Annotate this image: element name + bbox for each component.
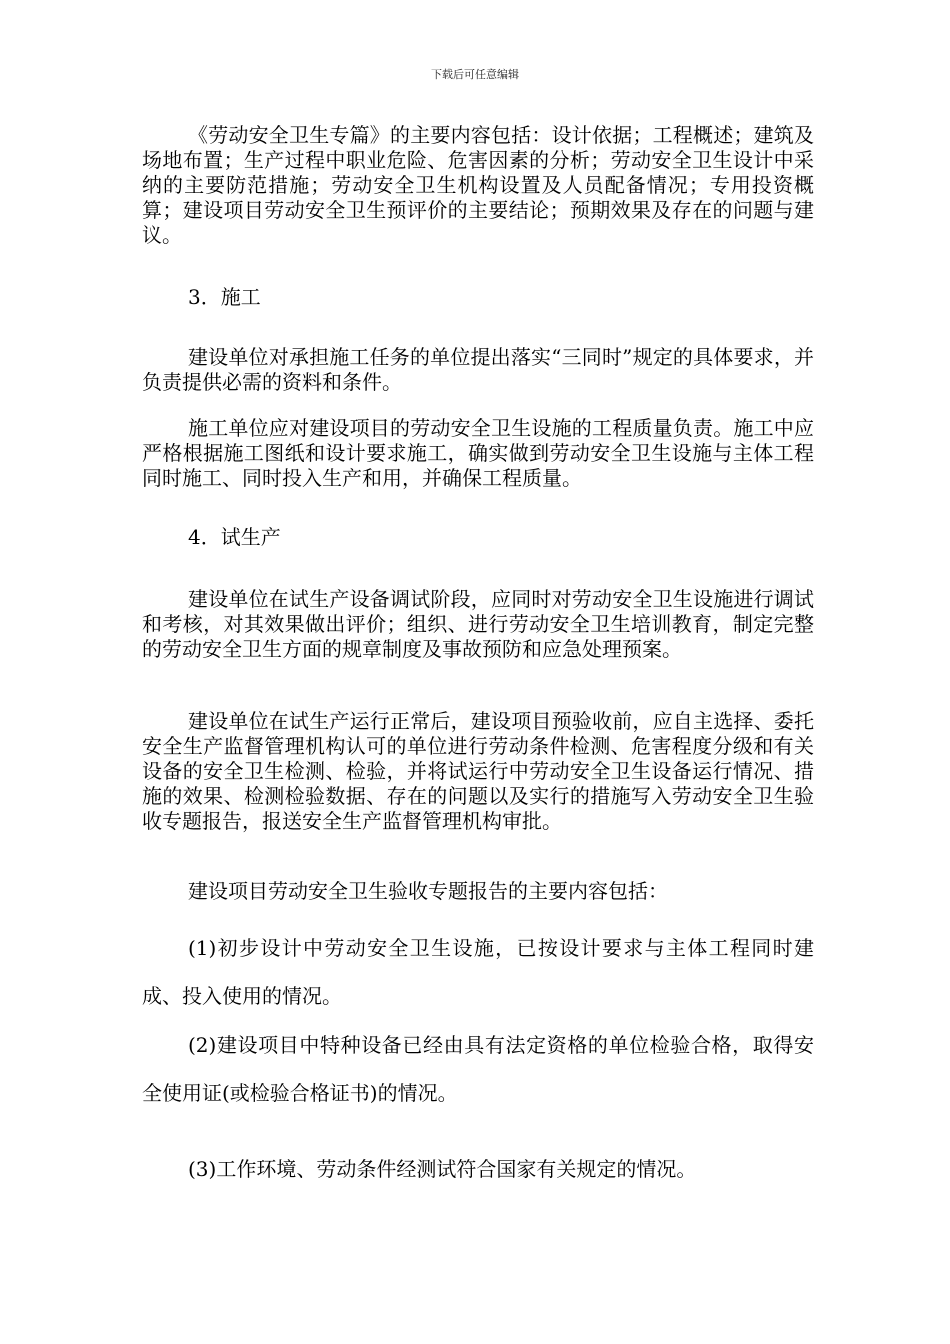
paragraph-report-contents: 建设项目劳动安全卫生验收专题报告的主要内容包括： bbox=[188, 879, 668, 903]
section-heading-trial-production: 4．试生产 bbox=[188, 525, 281, 549]
paragraph-construction-requirements: 建设单位对承担施工任务的单位提出落实“三同时”规定的具体要求，并负责提供必需的资料和条件。 bbox=[142, 345, 814, 394]
list-item-3: (3)工作环境、劳动条件经测试符合国家有关规定的情况。 bbox=[188, 1157, 697, 1181]
list-item-2: (2)建设项目中特种设备已经由具有法定资格的单位检验合格，取得安全使用证(或检验合格证书)的情况。 bbox=[142, 1033, 814, 1105]
list-item-1: (1)初步设计中劳动安全卫生设施，已按设计要求与主体工程同时建成、投入使用的情况。 bbox=[142, 936, 814, 1008]
paragraph-trial-debugging: 建设单位在试生产设备调试阶段，应同时对劳动安全卫生设施进行调试和考核，对其效果做出评价；组织、进行劳动安全卫生培训教育，制定完整的劳动安全卫生方面的规章制度及事故预防和应急处理预案。 bbox=[142, 587, 814, 661]
paragraph-construction-quality: 施工单位应对建设项目的劳动安全卫生设施的工程质量负责。施工中应严格根据施工图纸和设计要求施工，确实做到劳动安全卫生设施与主体工程同时施工、同时投入生产和用，并确保工程质量。 bbox=[142, 416, 814, 490]
page-header: 下载后可任意编辑 bbox=[431, 68, 519, 81]
paragraph-design-contents: 《劳动安全卫生专篇》的主要内容包括：设计依据；工程概述；建筑及场地布置；生产过程中职业危险、危害因素的分析；劳动安全卫生设计中采纳的主要防范措施；劳动安全卫生机构设置及人员配备情况；专用投资概算；建设项目劳动安全卫生预评价的主要结论；预期效果及存在的问题与建议。 bbox=[142, 123, 814, 247]
paragraph-trial-acceptance: 建设单位在试生产运行正常后，建设项目预验收前，应自主选择、委托安全生产监督管理机构认可的单位进行劳动条件检测、危害程度分级和有关设备的安全卫生检测、检验，并将试运行中劳动安全卫生设备运行情况、措施的效果、检测检验数据、存在的问题以及实行的措施写入劳动安全卫生验收专题报告，报送安全生产监督管理机构审批。 bbox=[142, 709, 814, 833]
section-heading-construction: 3．施工 bbox=[188, 285, 261, 309]
